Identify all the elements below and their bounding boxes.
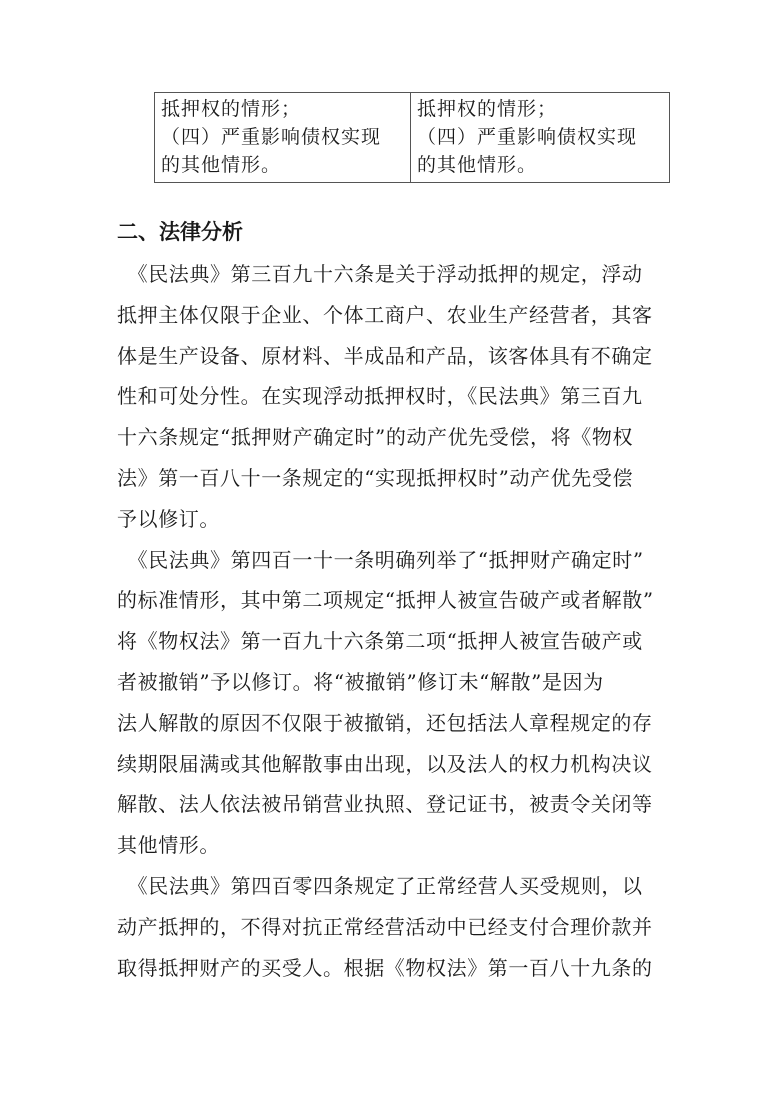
table-cell-right — [411, 93, 670, 183]
text-line: 其他情形。 — [117, 833, 220, 858]
text-line: 《民法典》第四百一十一条明确列举了“抵押财产确定时” — [117, 547, 644, 572]
table-line: 的其他情形。 — [161, 154, 282, 176]
table-line: （四）严重影响债权实现 — [161, 126, 382, 148]
text-line: 《民法典》第三百九十六条是关于浮动抵押的规定，浮动 — [117, 262, 643, 286]
text-line: 体是生产设备、原材料、半成品和产品，该客体具有不确定 — [117, 343, 653, 368]
text-line: 续期限届满或其他解散事由出现，以及法人的权力机构决议 — [117, 751, 653, 776]
table-line: 的其他情形。 — [417, 154, 538, 176]
text-line: 《民法典》第四百零四条规定了正常经营人买受规则，以 — [117, 873, 643, 898]
text-line: 性和可处分性。在实现浮动抵押权时，《民法典》第三百九 — [117, 384, 643, 409]
text-line: 予以修订。 — [117, 506, 220, 531]
text-line: 取得抵押财产的买受人。根据《物权法》第一百八十九条的 — [117, 955, 653, 980]
table-line: 抵押权的情形； — [161, 98, 302, 120]
section-heading: 二、法律分析 — [117, 220, 243, 244]
text-line: 解散、法人依法被吊销营业执照、登记证书，被责令关闭等 — [117, 792, 653, 817]
text-line: 法》第一百八十一条规定的“实现抵押权时”动产优先受偿 — [117, 465, 634, 490]
table-row — [155, 93, 670, 183]
text-line: 的标准情形，其中第二项规定“抵押人被宣告破产或者解散” — [117, 588, 654, 613]
text-line: 动产抵押的，不得对抗正常经营活动中已经支付合理价款并 — [117, 914, 653, 939]
text-line: 抵押主体仅限于企业、个体工商户、农业生产经营者，其客 — [117, 302, 653, 327]
comparison-table — [154, 92, 670, 183]
text-line: 者被撤销”予以修订。将“被撤销”修订未“解散”是因为 — [117, 669, 604, 694]
table-cell-left — [155, 93, 411, 183]
table-line: （四）严重影响债权实现 — [417, 126, 638, 148]
text-line: 十六条规定“抵押财产确定时”的动产优先受偿，将《物权 — [117, 425, 634, 450]
text-line: 将《物权法》第一百九十六条第二项“抵押人被宣告破产或 — [117, 629, 643, 654]
text-line: 法人解散的原因不仅限于被撤销，还包括法人章程规定的存 — [117, 710, 653, 735]
body-text — [117, 254, 677, 988]
table-line: 抵押权的情形； — [417, 98, 558, 120]
